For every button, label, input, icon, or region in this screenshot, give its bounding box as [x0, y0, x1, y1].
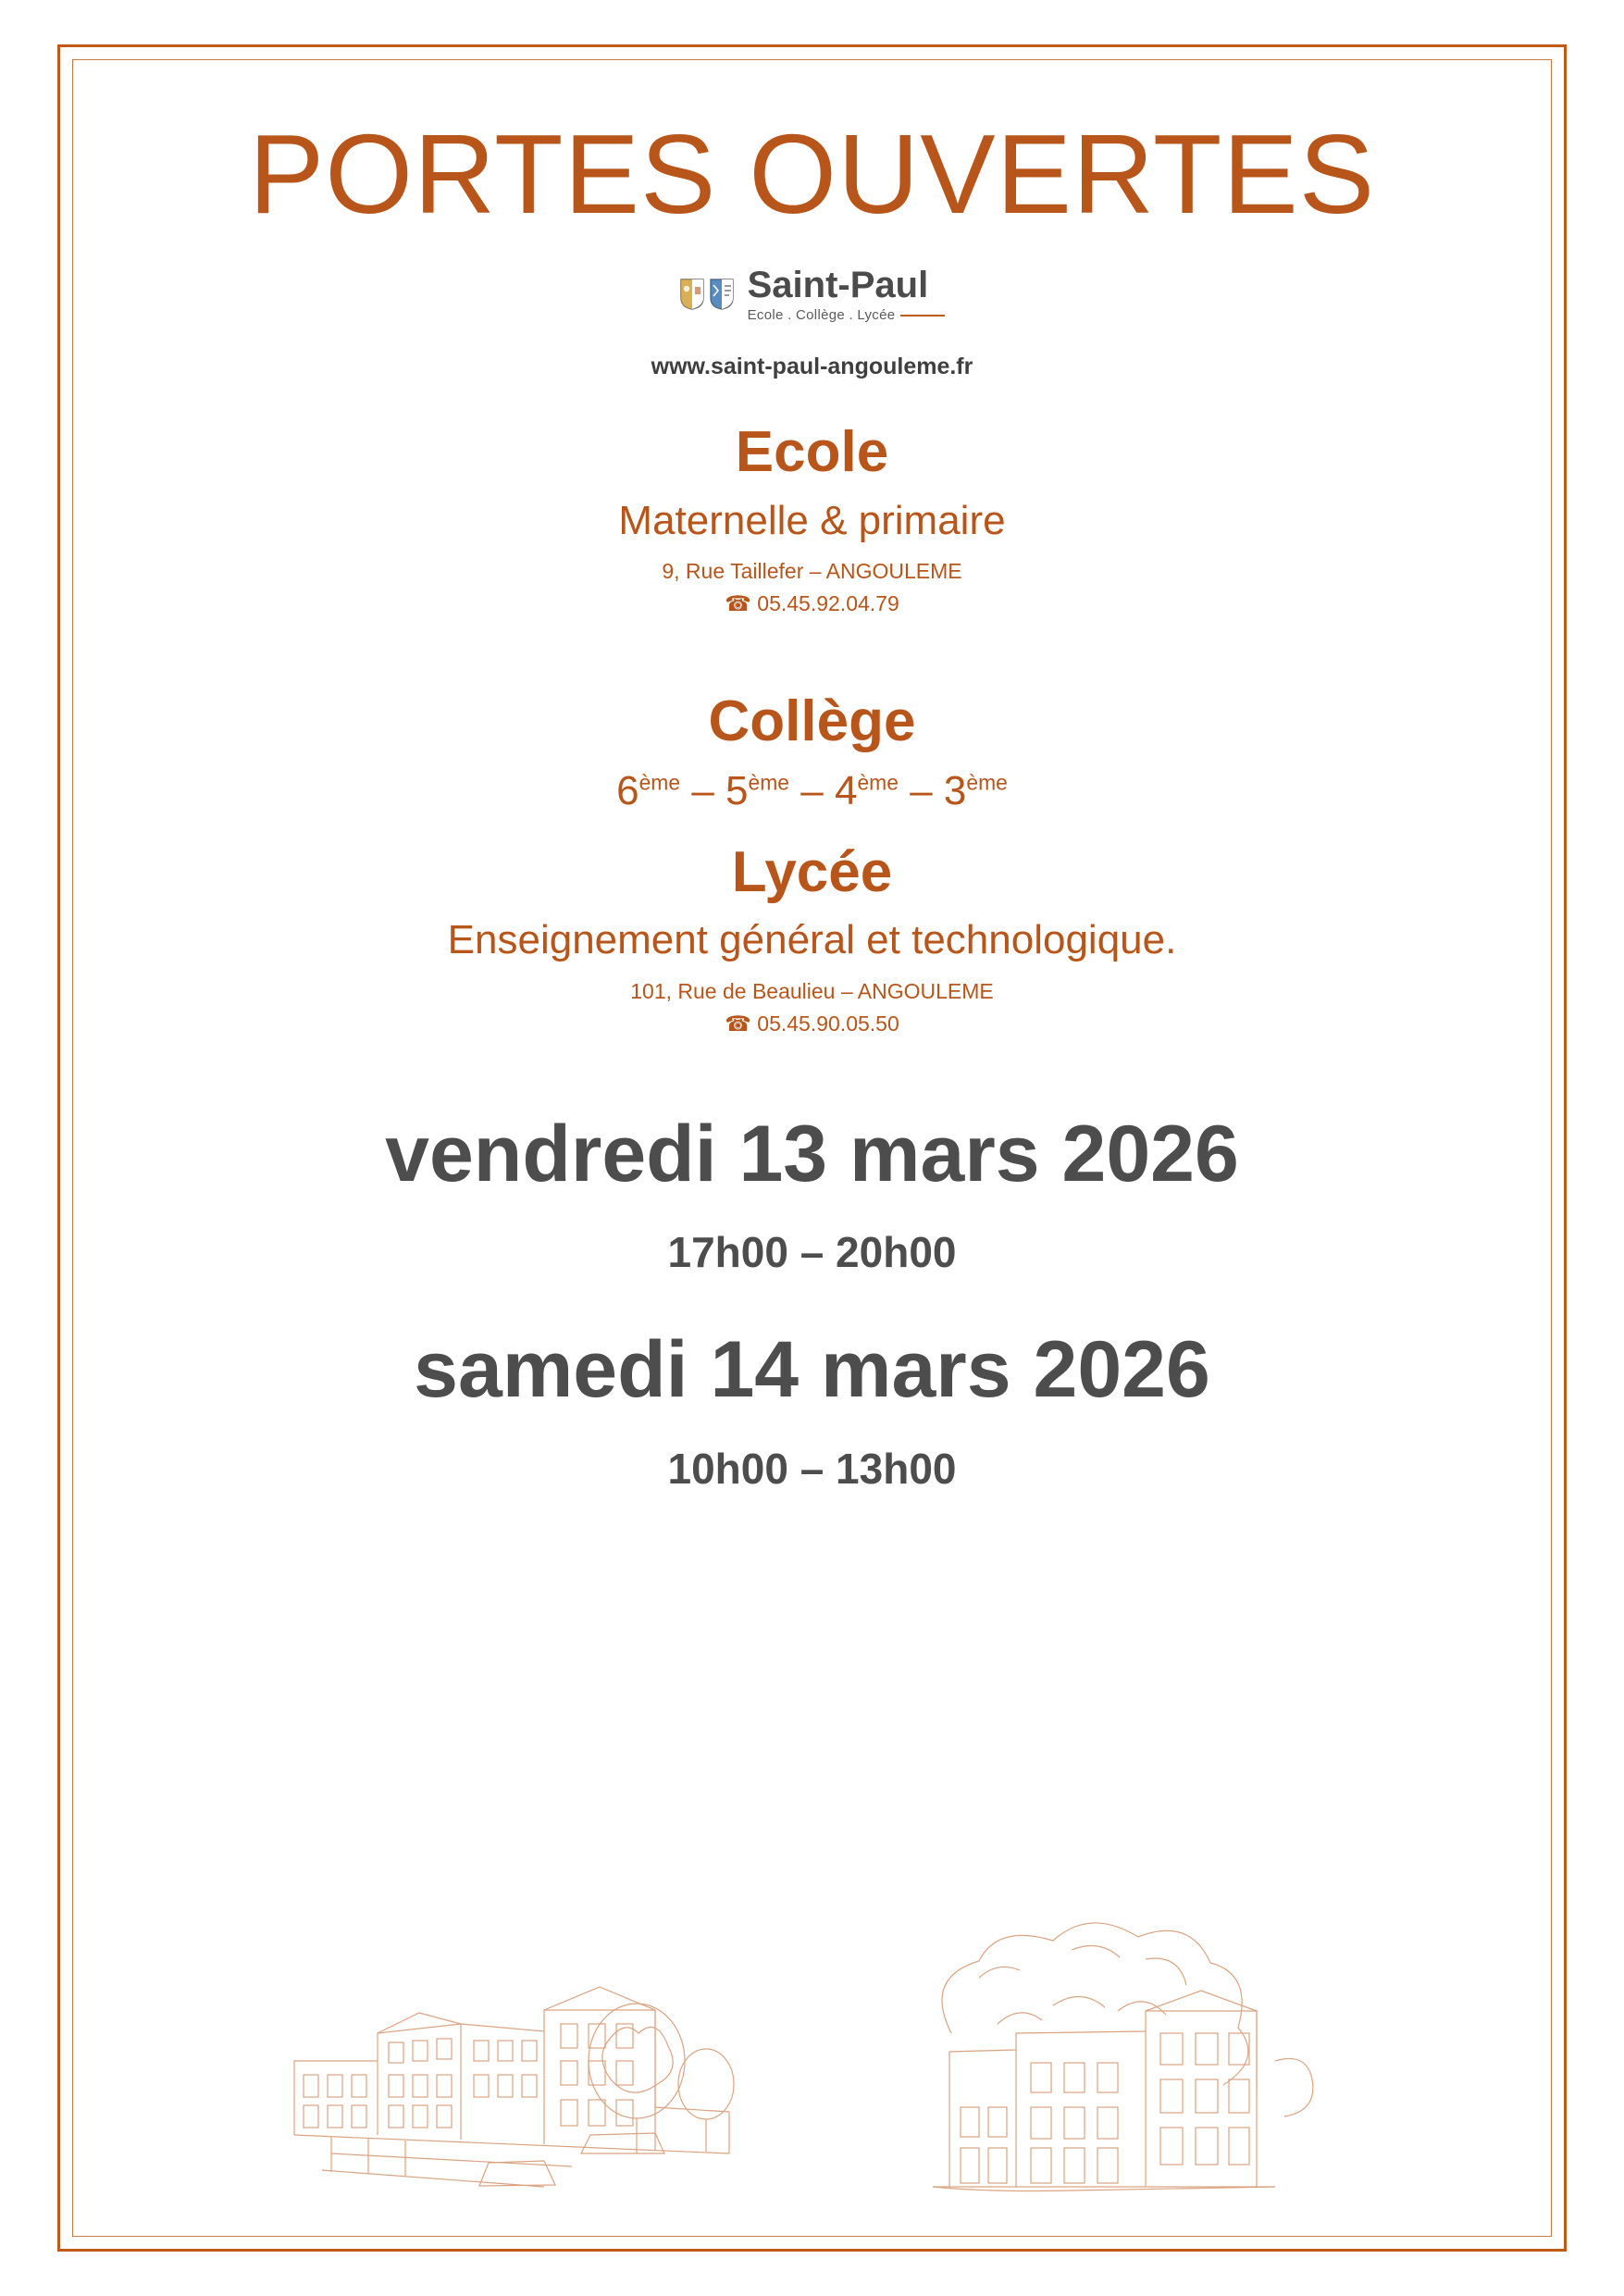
section-heading-ecole: Ecole: [735, 420, 889, 485]
poster-content: [83, 70, 1541, 2226]
section-phone-ecole: ☎ 05.45.92.04.79: [725, 591, 899, 616]
grade-3: 3ème: [943, 767, 1008, 813]
section-address-lycee: 101, Rue de Beaulieu – ANGOULEME: [630, 978, 994, 1003]
school-logo: [83, 267, 1541, 322]
logo-rule: [900, 315, 945, 316]
grade-separator-2: –: [800, 767, 824, 813]
open-day-hours-2: 10h00 – 13h00: [667, 1444, 957, 1493]
section-grades-college: [83, 769, 1541, 813]
logo-subtitle: Ecole . Collège . Lycée: [747, 307, 896, 324]
section-phone-lycee: ☎ 05.45.90.05.50: [725, 1011, 899, 1036]
grade-separator-1: –: [691, 767, 714, 813]
section-subheading-lycee: Enseignement général et technologique.: [447, 917, 1177, 963]
section-address-ecole: 9, Rue Taillefer – ANGOULEME: [662, 559, 962, 584]
website-url[interactable]: www.saint-paul-angouleme.fr: [651, 354, 973, 380]
open-day-date-2: samedi 14 mars 2026: [414, 1324, 1210, 1414]
grade-4: 4ème: [834, 767, 899, 813]
shield-crest-icon: [679, 278, 735, 311]
open-day-date-1: vendredi 13 mars 2026: [385, 1109, 1239, 1198]
section-subheading-ecole: Maternelle & primaire: [618, 497, 1006, 543]
page-title: PORTES OUVERTES: [248, 111, 1376, 237]
open-day-hours-1: 17h00 – 20h00: [667, 1228, 957, 1277]
section-heading-lycee: Lycée: [731, 839, 893, 904]
grade-6: 6ème: [616, 767, 681, 813]
grade-5: 5ème: [725, 767, 790, 813]
grade-separator-3: –: [910, 767, 933, 813]
logo-name: Saint-Paul: [747, 265, 929, 306]
section-heading-college: Collège: [708, 689, 916, 754]
